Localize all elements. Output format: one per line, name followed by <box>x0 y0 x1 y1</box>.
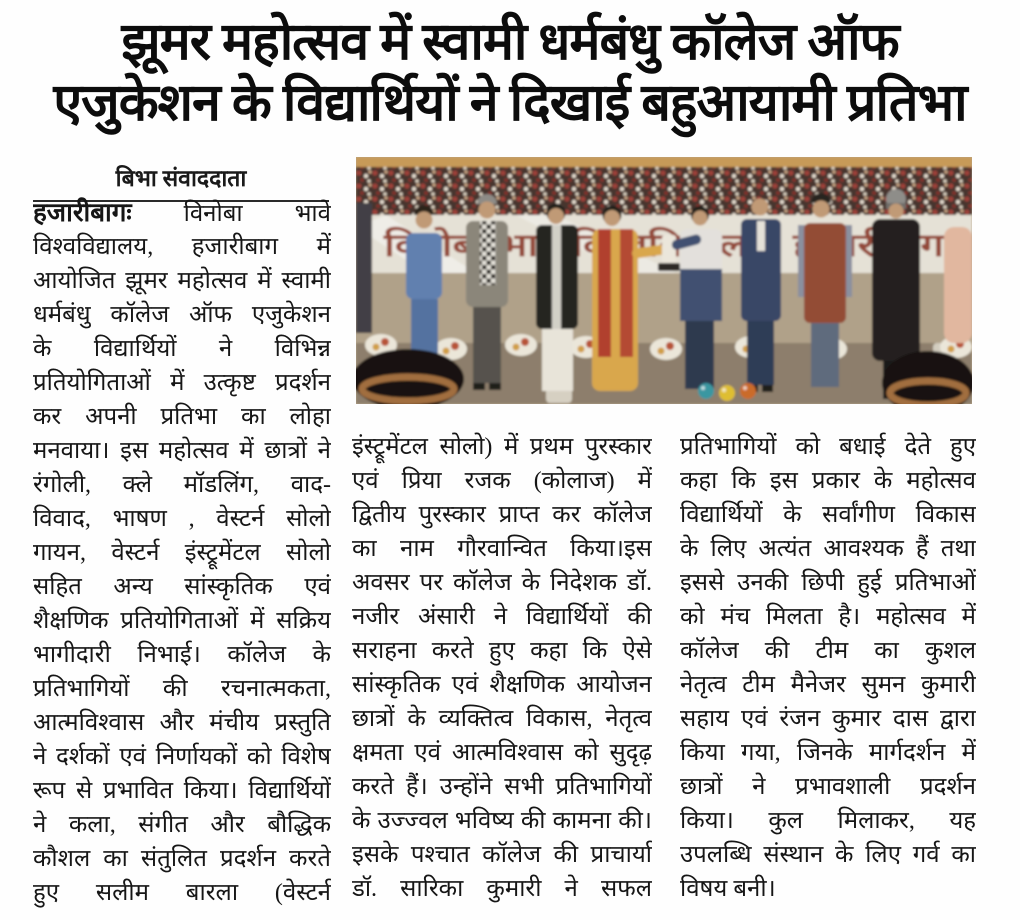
article-line: कौशल का संतुलित प्रदर्शन करते <box>33 846 331 872</box>
article-line: गायन, वेस्टर्न इंस्ट्रूमेंटल सोलो <box>33 540 331 566</box>
article-line: का नाम गौरवान्वित किया।इस <box>352 536 652 562</box>
article-line: सहाय एवं रंजन कुमार दास द्वारा <box>680 706 976 732</box>
article-line: विश्वविद्यालय, हजारीबाग में <box>33 234 331 260</box>
decorative-balls <box>698 383 756 401</box>
byline: बिभा संवाददाता <box>33 161 329 202</box>
article-line: किया गया, जिनके मार्गदर्शन में <box>680 740 976 766</box>
article-line: विषय बनी। <box>680 876 776 902</box>
article-line <box>33 196 331 230</box>
article-line: नेतृत्व टीम मैनेजर सुमन कुमारी <box>680 672 976 698</box>
person-black-coat <box>536 204 578 392</box>
article-line: प्रतियोगिताओं में उत्कृष्ट प्रदर्शन <box>33 370 331 396</box>
article-column-left <box>33 196 331 910</box>
article-column-middle <box>352 430 652 906</box>
article-line: कर अपनी प्रतिभा का लोहा <box>33 404 331 430</box>
article-line: हुए सलीम बारला (वेस्टर्न <box>33 880 331 906</box>
article-line: किया। कुल मिलाकर, यह <box>680 808 976 834</box>
article-line: कहा कि इस प्रकार के महोत्सव <box>680 468 976 494</box>
flower-wall <box>356 167 972 215</box>
article-line: क्षमता एवं आत्मविश्वास को सुदृढ़ <box>352 740 652 766</box>
article-line: सराहना करते हुए कहा कि ऐसे <box>352 638 652 664</box>
article-line: विवाद, भाषण , वेस्टर्न सोलो <box>33 506 331 532</box>
article-line: रंगोली, क्ले मॉडलिंग, वाद- <box>33 472 331 498</box>
article-line: इसके पश्चात कॉलेज की प्राचार्या <box>352 842 652 868</box>
article-line: अवसर पर कॉलेज के निदेशक डॉ. <box>352 570 652 596</box>
article-line: नजीर अंसारी ने विद्यार्थियों की <box>352 604 652 630</box>
headline <box>0 12 1020 134</box>
article-line: आयोजित झूमर महोत्सव में स्वामी <box>33 268 331 294</box>
article-line: इससे उनकी छिपी हुई प्रतिभाओं <box>680 570 976 596</box>
article-line: द्वितीय पुरस्कार प्राप्त कर कॉलेज <box>352 502 652 528</box>
article-line: छात्रों के व्यक्तित्व विकास, नेतृत्व <box>352 706 652 732</box>
article-line: विद्यार्थियों के सर्वांगीण विकास <box>680 502 976 528</box>
article-line: शैक्षणिक प्रतियोगिताओं में सक्रिय <box>33 608 331 634</box>
article-line: एवं प्रिया रजक (कोलाज) में <box>352 468 652 494</box>
headline-line-1: झूमर महोत्सव में स्वामी धर्मबंधु कॉलेज ऑफ <box>121 14 899 71</box>
article-line: को मंच मिलता है। महोत्सव में <box>680 604 976 630</box>
article-line: प्रतिभागियों को बधाई देते हुए <box>680 434 976 460</box>
article-line: प्रतिभागियों की रचनात्मकता, <box>33 676 331 702</box>
article-line: ने कला, संगीत और बौद्धिक <box>33 812 331 838</box>
article-line: भागीदारी निभाई। कॉलेज के <box>33 642 331 668</box>
article-line: छात्रों ने प्रभावशाली प्रदर्शन <box>680 774 976 800</box>
stage-photo <box>356 157 972 404</box>
headline-line-2: एजुकेशन के विद्यार्थियों ने दिखाई बहुआयामी प्रतिभा <box>53 75 967 132</box>
stage-photo-illustration <box>356 157 972 404</box>
article-line: ने दर्शकों एवं निर्णायकों को विशेष <box>33 744 331 770</box>
article-line: डॉ. सारिका कुमारी ने सफल <box>352 876 652 902</box>
article-line: कॉलेज की टीम का कुशल <box>680 638 976 664</box>
article-line: सहित अन्य सांस्कृतिक एवं <box>33 574 331 600</box>
article-line: इंस्ट्रूमेंटल सोलो) में प्रथम पुरस्कार <box>352 434 652 460</box>
article-line: मनवाया। इस महोत्सव में छात्रों ने <box>33 438 331 464</box>
article-line: के उज्ज्वल भविष्य की कामना की। <box>352 808 652 834</box>
photo-scene <box>356 157 972 404</box>
dateline: हजारीबागः <box>33 198 132 227</box>
person-peach-partial <box>944 227 972 343</box>
article-column-right <box>680 430 976 906</box>
article-line: के लिए अत्यंत आवश्यक हैं तथा <box>680 536 976 562</box>
article-line: करते हैं। उन्होंने सभी प्रतिभागियों <box>352 774 652 800</box>
article-line-text: विनोबा भावे <box>183 201 331 227</box>
article-line: के विद्यार्थियों ने विभिन्न <box>33 336 331 362</box>
article-line: सांस्कृतिक एवं शैक्षणिक आयोजन <box>352 672 652 698</box>
article-line: आत्मविश्वास और मंचीय प्रस्तुति <box>33 710 331 736</box>
article-line: धर्मबंधु कॉलेज ऑफ एजुकेशन <box>33 302 331 328</box>
article-line: रूप से प्रभावित किया। विद्यार्थियों <box>33 778 331 804</box>
article-line: उपलब्धि संस्थान के लिए गर्व का <box>680 842 976 868</box>
